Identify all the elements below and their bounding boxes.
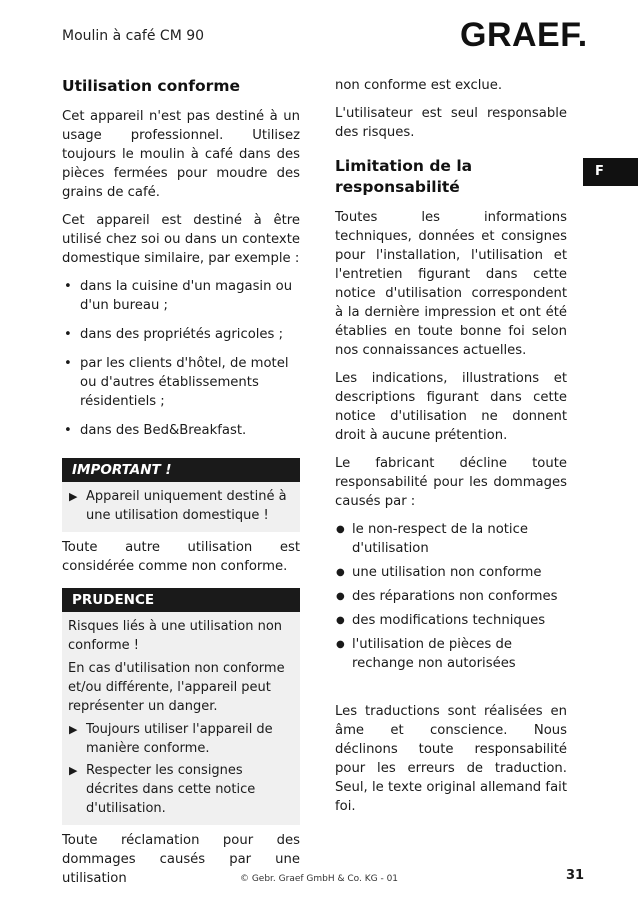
prudence-title: PRUDENCE [62,588,300,612]
section-heading-utilisation: Utilisation conforme [62,77,240,95]
bullet-icon: ● [336,591,345,602]
bullet-icon: • [64,423,72,438]
list-item: • dans des propriétés agricoles ; [64,327,284,342]
language-tab: F [583,158,638,186]
arrow-right-icon: ▶ [69,723,78,736]
important-item: ▶ Appareil uniquement destiné à une utilisation domestique ! [69,489,287,523]
liability-list [335,520,567,673]
list-item: • par les clients d'hôtel, de motel ou d'autres établissements résidentiels ; [64,356,289,409]
bullet-icon: ● [336,524,345,535]
list-item: ● des réparations non conformes [336,589,558,604]
paragraph: Les traductions sont réalisées en âme et conscience. Nous déclinons toute responsabilité pour les erreurs de traduction. Seul, le texte original allemand fait foi. [335,704,567,814]
left-column [62,76,300,897]
bullet-icon: ● [336,567,345,578]
paragraph: Les indications, illustrations et descriptions figurant dans cette notice d'utilisation ne donnent droit à aucune prétention. [335,371,567,443]
prudence-box [62,588,300,825]
section-heading-limitation: Limitation de la responsabilité [335,157,473,196]
list-item: ● une utilisation non conforme [336,565,542,580]
footer-copyright: © Gebr. Graef GmbH & Co. KG - 01 [239,874,399,884]
bullet-icon: • [64,356,72,371]
paragraph: Cet appareil n'est pas destiné à un usage professionnel. Utilisez toujours le moulin à café dans des pièces fermées pour moudre des grains de café. [62,109,300,200]
brand-logo: GRAEF. [460,16,588,54]
paragraph: Toute réclamation pour des dommages causés par une utilisation [62,833,300,886]
list-item: ● le non-respect de la notice d'utilisation [336,522,528,556]
arrow-right-icon: ▶ [69,764,78,777]
list-item: ● des modifications techniques [336,613,546,628]
important-title: IMPORTANT ! [62,458,300,482]
page-number: 31 [566,868,585,883]
bullet-icon: ● [336,639,345,650]
list-item: • dans la cuisine d'un magasin ou d'un bureau ; [64,279,293,313]
arrow-right-icon: ▶ [69,490,78,503]
bullet-icon: ● [336,615,345,626]
important-box [62,458,300,532]
prudence-item: ▶ Toujours utiliser l'appareil de manière conforme. [69,722,273,756]
prudence-line: Risques liés à une utilisation non conforme ! [68,619,283,653]
list-item: ● l'utilisation de pièces de rechange non autorisées [336,637,516,671]
right-column [335,76,567,825]
paragraph: non conforme est exclue. [335,78,503,93]
bullet-icon: • [64,279,72,294]
usage-list [62,277,300,440]
paragraph: Toutes les informations techniques, données et consignes pour l'installation, l'utilisation et l'entretien figurant dans cette notice d'utilisation correspondent à la dernière impression et ont été établies en toute bonne foi selon nos connaissances actuelles. [335,210,567,358]
paragraph: Cet appareil est destiné à être utilisé chez soi ou dans un contexte domestique similaire, par exemple : [62,213,300,266]
prudence-item: ▶ Respecter les consignes décrites dans cette notice d'utilisation. [69,763,256,816]
document-title: Moulin à café CM 90 [62,28,205,44]
paragraph: Toute autre utilisation est considérée comme non conforme. [62,540,300,574]
bullet-icon: • [64,327,72,342]
list-item: • dans des Bed&Breakfast. [64,423,247,438]
paragraph: Le fabricant décline toute responsabilité pour les dommages causés par : [335,456,567,509]
paragraph: L'utilisateur est seul responsable des risques. [335,106,567,140]
prudence-line: En cas d'utilisation non conforme et/ou différente, l'appareil peut représenter un danger. [68,661,285,714]
